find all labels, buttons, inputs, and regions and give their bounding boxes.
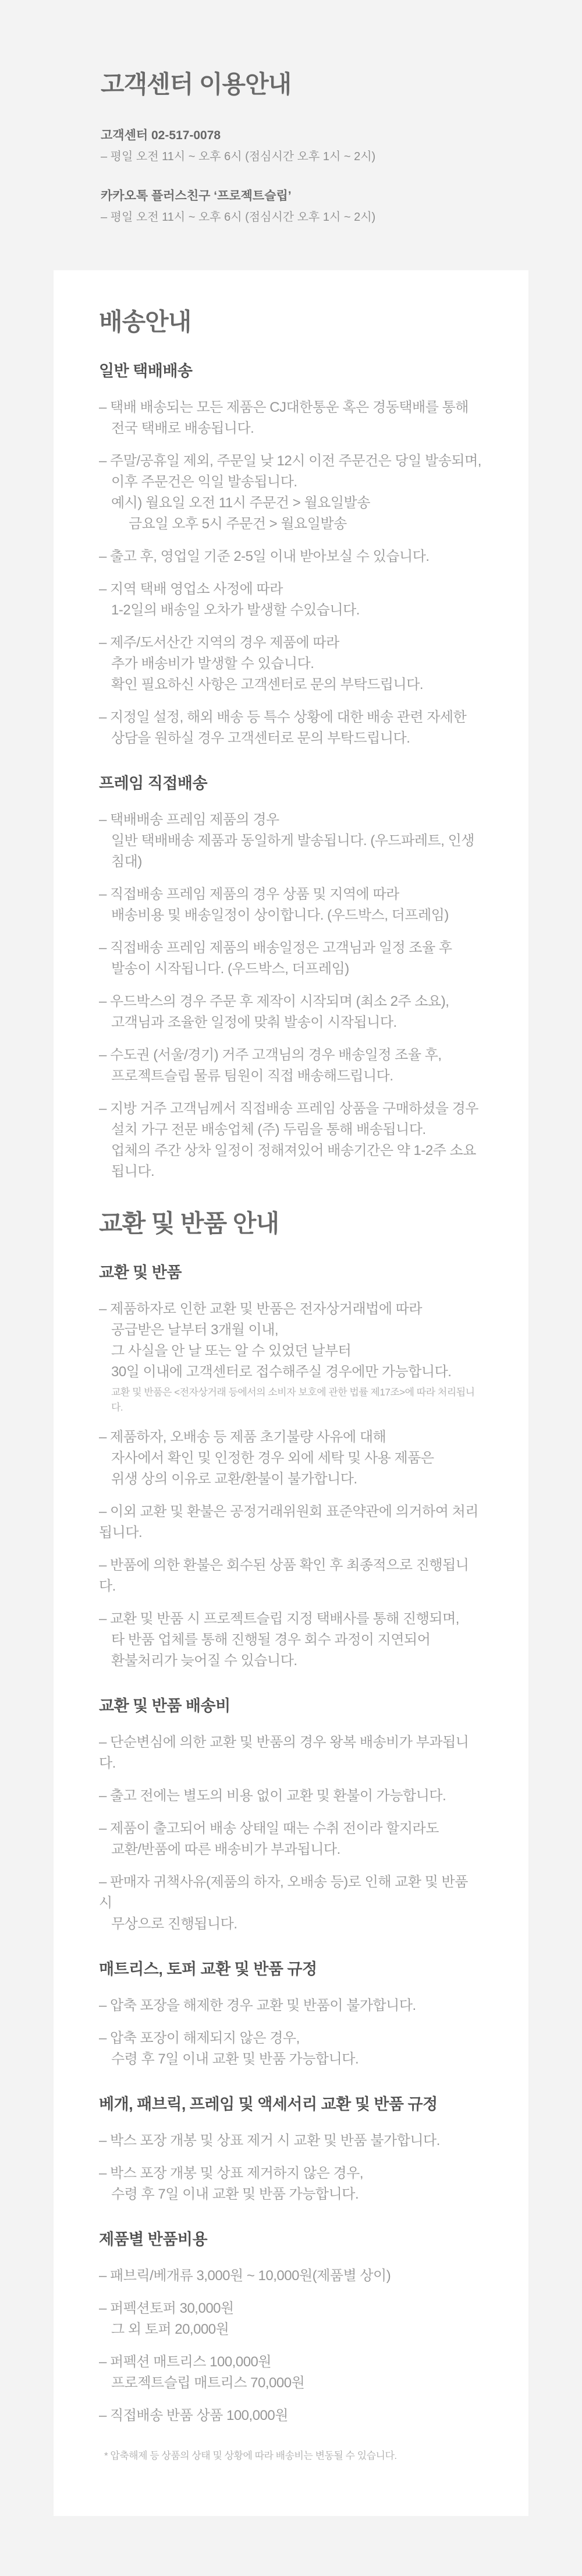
text-line: – 직접배송 프레임 제품의 경우 상품 및 지역에 따라 — [99, 886, 399, 902]
text-line: 프로젝트슬립 물류 팀원이 직접 배송해드립니다. — [111, 1068, 393, 1084]
text-line: 일반 택배배송 제품과 동일하게 발송됩니다. (우드파레트, 인생침대) — [111, 833, 474, 870]
section-group — [99, 1959, 483, 2070]
bullet-paragraph — [99, 546, 483, 567]
text-line: – 이외 교환 및 환불은 공정거래위원회 표준약관에 의거하여 처리됩니다. — [99, 1504, 478, 1540]
text-line: 수령 후 7일 이내 교환 및 반품 가능합니다. — [111, 2186, 359, 2202]
text-line: – 제품이 출고되어 배송 상태일 때는 수취 전이라 할지라도 — [99, 1821, 439, 1836]
bullet-paragraph — [99, 1732, 483, 1774]
bullet-paragraph — [99, 1609, 483, 1672]
text-line: 무상으로 진행됩니다. — [111, 1916, 237, 1932]
bullet-paragraph — [99, 2405, 483, 2426]
contact-kakao-hours: – 평일 오전 11시 ~ 오후 6시 (점심시간 오후 1시 ~ 2시) — [101, 211, 376, 224]
group-subtitle: 매트리스, 토퍼 교환 및 반품 규정 — [99, 1960, 317, 1978]
text-line: 교환/반품에 따른 배송비가 부과됩니다. — [111, 1842, 340, 1857]
text-line: 타 반품 업체를 통해 진행될 경우 회수 과정이 지연되어 — [111, 1632, 431, 1648]
section — [99, 308, 483, 1182]
bullet-paragraph — [99, 1427, 483, 1490]
contact-phone-block — [101, 127, 535, 165]
bullet-paragraph — [99, 1555, 483, 1597]
text-line: – 단순변심에 의한 교환 및 반품의 경우 왕복 배송비가 부과됩니다. — [99, 1734, 469, 1771]
text-line: – 박스 포장 개봉 및 상표 제거하지 않은 경우, — [99, 2165, 363, 2181]
bullet-paragraph — [99, 884, 483, 926]
text-line: – 제품하자로 인한 교환 및 반품은 전자상거래법에 따라 — [99, 1301, 423, 1317]
text-line: 그 사실을 안 날 또는 알 수 있었던 날부터 — [111, 1343, 352, 1359]
bullet-paragraph — [99, 1786, 483, 1807]
contact-kakao-block — [101, 188, 535, 226]
note-line: 교환 및 반품은 <전자상거래 등에서의 소비자 보호에 관한 법률 제17조>에 따라 처리됩니다. — [111, 1387, 475, 1413]
text-line: – 제품하자, 오배송 등 제품 초기불량 사유에 대해 — [99, 1429, 386, 1445]
text-line: – 출고 후, 영업일 기준 2-5일 이내 받아보실 수 있습니다. — [99, 549, 430, 564]
text-line: – 주말/공휴일 제외, 주문일 낮 12시 이전 주문건은 당일 발송되며, — [99, 453, 481, 469]
bullet-paragraph — [99, 938, 483, 980]
text-line: 환불처리가 늦어질 수 있습니다. — [111, 1653, 297, 1669]
text-line: – 압축 포장을 해제한 경우 교환 및 반품이 불가합니다. — [99, 1998, 416, 2013]
group-subtitle: 일반 택배배송 — [99, 362, 193, 380]
section-group — [99, 1263, 483, 1672]
bullet-paragraph — [99, 2130, 483, 2151]
section-group — [99, 773, 483, 1182]
text-line: 고객님과 조율한 일정에 맞춰 발송이 시작됩니다. — [111, 1015, 397, 1030]
group-subtitle: 제품별 반품비용 — [99, 2231, 208, 2248]
bullet-paragraph — [99, 579, 483, 621]
text-line: – 퍼펙션 매트리스 100,000원 — [99, 2354, 272, 2370]
bullet-paragraph — [99, 397, 483, 439]
text-line: – 택배배송 프레임 제품의 경우 — [99, 812, 279, 828]
text-line: – 박스 포장 개봉 및 상표 제거 시 교환 및 반품 불가합니다. — [99, 2133, 440, 2149]
customer-center-section — [0, 0, 582, 226]
text-line: 설치 가구 전문 배송업체 (주) 두림을 통해 배송됩니다. — [111, 1122, 426, 1137]
bullet-paragraph — [99, 1299, 483, 1415]
text-line: 상담을 원하실 경우 고객센터로 문의 부탁드립니다. — [111, 730, 410, 746]
text-line: 금요일 오후 5시 주문건 > 월요일발송 — [129, 516, 347, 532]
text-line: – 수도권 (서울/경기) 거주 고객님의 경우 배송일정 조율 후, — [99, 1047, 442, 1063]
group-subtitle: 교환 및 반품 배송비 — [99, 1697, 230, 1715]
text-line: – 패브릭/베개류 3,000원 ~ 10,000원(제품별 상이) — [99, 2268, 391, 2284]
text-line: – 우드박스의 경우 주문 후 제작이 시작되며 (최소 2주 소요), — [99, 994, 449, 1009]
text-line: – 교환 및 반품 시 프로젝트슬립 지정 택배사를 통해 진행되며, — [99, 1611, 459, 1627]
bullet-paragraph — [99, 2298, 483, 2340]
note-line: * 압축해제 등 상품의 상태 및 상황에 따라 배송비는 변동될 수 있습니다. — [104, 2450, 397, 2461]
text-line: 자사에서 확인 및 인정한 경우 외에 세탁 및 사용 제품은 — [111, 1450, 434, 1466]
section-group — [99, 2094, 483, 2205]
group-subtitle: 프레임 직접배송 — [99, 775, 208, 792]
text-line: – 판매자 귀책사유(제품의 하자, 오배송 등)로 인해 교환 및 반품 시 — [99, 1874, 468, 1911]
text-line: 발송이 시작됩니다. (우드박스, 더프레임) — [111, 961, 349, 977]
text-line: – 출고 전에는 별도의 비용 없이 교환 및 환불이 가능합니다. — [99, 1788, 446, 1804]
contact-kakao-label: 카카오톡 플러스친구 ‘프로젝트슬립’ — [101, 189, 292, 203]
text-line: 전국 택배로 배송됩니다. — [111, 421, 254, 436]
bullet-paragraph — [99, 451, 483, 535]
section-group — [99, 2229, 483, 2464]
bullet-paragraph — [99, 707, 483, 749]
group-subtitle: 교환 및 반품 — [99, 1264, 182, 1281]
bullet-paragraph — [99, 1872, 483, 1935]
contact-phone-hours: – 평일 오전 11시 ~ 오후 6시 (점심시간 오후 1시 ~ 2시) — [101, 150, 376, 163]
text-line: 공급받은 날부터 3개월 이내, — [111, 1322, 279, 1338]
text-line: – 지방 거주 고객님께서 직접배송 프레임 상품을 구매하셨을 경우 — [99, 1101, 478, 1116]
bullet-paragraph — [99, 1501, 483, 1543]
text-line: – 반품에 의한 환불은 회수된 상품 확인 후 최종적으로 진행됩니다. — [99, 1557, 469, 1594]
bullet-paragraph — [99, 2163, 483, 2205]
bullet-paragraph — [99, 810, 483, 872]
bullet-paragraph — [99, 1818, 483, 1860]
bullet-paragraph — [99, 1995, 483, 2016]
text-line: 배송비용 및 배송일정이 상이합니다. (우드박스, 더프레임) — [111, 907, 449, 923]
text-line: – 직접배송 프레임 제품의 배송일정은 고객님과 일정 조율 후 — [99, 940, 452, 956]
bullet-paragraph — [99, 991, 483, 1033]
text-line: 이후 주문건은 익일 발송됩니다. — [111, 474, 297, 490]
bullet-paragraph — [99, 2028, 483, 2070]
section — [99, 1209, 483, 2464]
info-card — [54, 270, 528, 2516]
section-title: 배송안내 — [99, 308, 191, 335]
page-title: 고객센터 이용안내 — [101, 70, 292, 98]
text-line: 업체의 주간 상차 일정이 정해져있어 배송기간은 약 1-2주 소요됩니다. — [111, 1143, 476, 1179]
text-line: – 지정일 설정, 해외 배송 등 특수 상황에 대한 배송 관련 자세한 — [99, 709, 467, 725]
section-title: 교환 및 반품 안내 — [99, 1210, 279, 1237]
bullet-paragraph — [99, 2352, 483, 2394]
text-line: – 지역 택배 영업소 사정에 따라 — [99, 581, 283, 597]
text-line: – 제주/도서산간 지역의 경우 제품에 따라 — [99, 635, 339, 651]
text-line: 예시) 월요일 오전 11시 주문건 > 월요일발송 — [111, 495, 370, 511]
text-line: – 직접배송 반품 상품 100,000원 — [99, 2408, 288, 2423]
text-line: – 퍼펙션토퍼 30,000원 — [99, 2301, 234, 2316]
bullet-paragraph — [99, 1098, 483, 1182]
section-group — [99, 1696, 483, 1935]
bullet-paragraph — [99, 632, 483, 695]
text-line: 30일 이내에 고객센터로 접수해주실 경우에만 가능합니다. — [111, 1364, 452, 1380]
text-line: 확인 필요하신 사항은 고객센터로 문의 부탁드립니다. — [111, 677, 424, 692]
section-group — [99, 361, 483, 749]
text-line: 수령 후 7일 이내 교환 및 반품 가능합니다. — [111, 2051, 359, 2067]
text-line: 위생 상의 이유로 교환/환불이 불가합니다. — [111, 1471, 357, 1487]
contact-phone-label: 고객센터 02-517-0078 — [101, 129, 221, 142]
text-line: 프로젝트슬립 매트리스 70,000원 — [111, 2375, 305, 2391]
bullet-paragraph — [99, 2266, 483, 2287]
text-line: 추가 배송비가 발생할 수 있습니다. — [111, 656, 314, 672]
text-line: 1-2일의 배송일 오차가 발생할 수있습니다. — [111, 602, 360, 618]
bullet-paragraph — [99, 1045, 483, 1087]
text-line: 그 외 토퍼 20,000원 — [111, 2321, 229, 2337]
text-line: – 압축 포장이 해제되지 않은 경우, — [99, 2030, 300, 2046]
group-subtitle: 베개, 패브릭, 프레임 및 액세서리 교환 및 반품 규정 — [99, 2096, 438, 2113]
footnote-paragraph — [99, 2446, 483, 2464]
text-line: – 택배 배송되는 모든 제품은 CJ대한통운 혹은 경동택배를 통해 — [99, 400, 469, 415]
